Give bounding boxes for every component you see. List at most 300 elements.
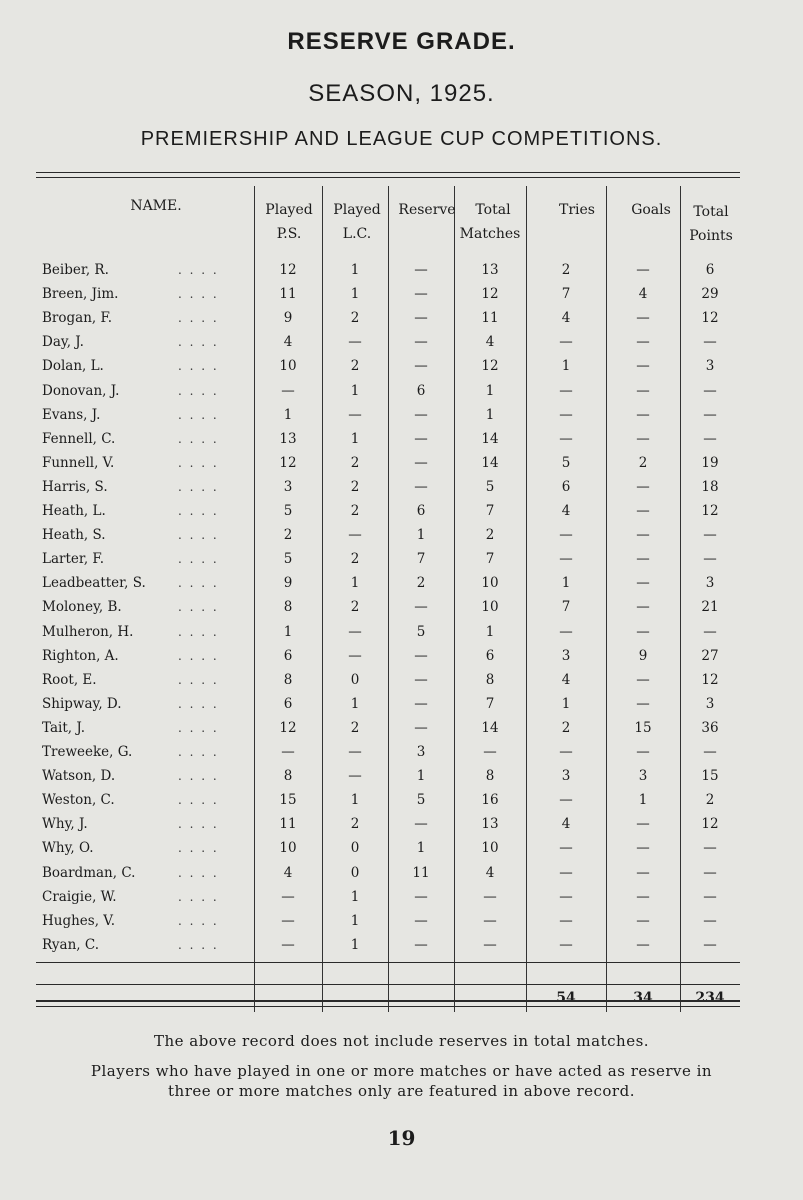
- cell-played-ps: —: [281, 936, 295, 953]
- table-row: [36, 885, 740, 909]
- cell-goals: 1: [638, 792, 648, 809]
- cell-played-lc: 1: [350, 888, 360, 905]
- cell-played-lc: 1: [350, 792, 360, 809]
- cell-played-lc: 2: [350, 358, 360, 375]
- cell-player-name: Righton, A.: [42, 647, 119, 664]
- cell-reserve: —: [414, 334, 428, 351]
- table-row: [36, 306, 740, 330]
- cell-total-points: —: [703, 527, 717, 544]
- cell-played-ps: 8: [283, 768, 293, 785]
- cell-total-matches: 2: [485, 527, 495, 544]
- cell-played-lc: —: [348, 623, 362, 640]
- cell-total-points: —: [703, 840, 717, 857]
- cell-player-name: Fennell, C.: [42, 430, 116, 447]
- cell-total-matches: 10: [481, 575, 499, 592]
- table-row: [36, 499, 740, 523]
- cell-played-ps: 10: [279, 358, 297, 375]
- cell-total-matches: —: [483, 936, 497, 953]
- leader-dots: . . . .: [178, 552, 219, 567]
- table-row: [36, 692, 740, 716]
- cell-total-matches: 13: [481, 816, 499, 833]
- cell-goals: —: [636, 936, 650, 953]
- leader-dots: . . . .: [178, 720, 219, 735]
- cell-played-ps: 1: [283, 623, 293, 640]
- cell-player-name: Watson, D.: [42, 768, 116, 785]
- cell-player-name: Tait, J.: [42, 719, 85, 736]
- cell-reserve: —: [414, 358, 428, 375]
- cell-played-lc: 2: [350, 816, 360, 833]
- cell-tries: —: [559, 840, 573, 857]
- cell-total-points: —: [703, 382, 717, 399]
- cell-reserve: 6: [416, 382, 426, 399]
- header-total-matches-line1: Total: [475, 202, 511, 218]
- competitions-heading: PREMIERSHIP AND LEAGUE CUP COMPETITIONS.: [140, 128, 663, 150]
- cell-reserve: —: [414, 695, 428, 712]
- leader-dots: . . . .: [178, 769, 219, 784]
- cell-tries: 2: [561, 719, 571, 736]
- cell-played-ps: 1: [283, 406, 293, 423]
- table-bottom-rule: [36, 1000, 740, 1002]
- cell-played-ps: 5: [283, 503, 293, 519]
- cell-reserve: 1: [416, 768, 426, 785]
- cell-played-ps: 6: [283, 647, 293, 664]
- cell-played-lc: 1: [350, 430, 360, 447]
- cell-played-lc: 1: [350, 695, 360, 712]
- cell-player-name: Heath, L.: [42, 503, 106, 519]
- cell-reserve: 1: [416, 840, 426, 857]
- cell-total-points: —: [703, 406, 717, 423]
- cell-total-matches: 10: [481, 840, 499, 857]
- cell-total-matches: —: [483, 744, 497, 760]
- cell-played-lc: 2: [350, 503, 360, 519]
- total-tries: 54: [556, 990, 576, 1006]
- cell-goals: —: [636, 503, 650, 519]
- cell-tries: 1: [561, 695, 571, 712]
- cell-goals: 9: [638, 647, 648, 664]
- cell-tries: —: [559, 430, 573, 447]
- header-played-ps-line2: P.S.: [276, 226, 302, 242]
- cell-total-points: —: [703, 912, 717, 929]
- table-row: [36, 571, 740, 595]
- cell-reserve: 5: [416, 623, 426, 640]
- cell-tries: 4: [561, 503, 571, 519]
- table-row: [36, 547, 740, 571]
- cell-reserve: —: [414, 454, 428, 471]
- table-row: [36, 716, 740, 740]
- cell-total-points: 36: [701, 719, 719, 736]
- cell-player-name: Moloney, B.: [42, 599, 122, 616]
- cell-tries: —: [559, 888, 573, 905]
- cell-reserve: —: [414, 647, 428, 664]
- cell-total-matches: 1: [485, 406, 495, 423]
- cell-goals: 15: [634, 719, 652, 736]
- cell-total-matches: 6: [485, 647, 495, 664]
- table-row: [36, 740, 740, 764]
- cell-total-matches: 5: [485, 478, 495, 495]
- cell-tries: 4: [561, 816, 571, 833]
- table-row: [36, 403, 740, 427]
- header-played-lc-line2: L.C.: [342, 226, 372, 242]
- cell-played-lc: 0: [350, 671, 360, 688]
- cell-played-ps: 9: [283, 575, 293, 592]
- cell-played-ps: 11: [279, 286, 297, 303]
- cell-total-points: 12: [701, 503, 719, 519]
- cell-goals: —: [636, 478, 650, 495]
- totals-row: [36, 984, 740, 1008]
- table-row: [36, 330, 740, 354]
- cell-total-matches: 16: [481, 792, 499, 809]
- total-goals: 34: [633, 990, 653, 1006]
- table-row: [36, 861, 740, 885]
- cell-player-name: Donovan, J.: [42, 382, 120, 399]
- cell-played-lc: 1: [350, 912, 360, 929]
- cell-total-points: —: [703, 430, 717, 447]
- leader-dots: . . . .: [178, 600, 219, 615]
- season-heading: SEASON, 1925.: [308, 80, 495, 107]
- cell-tries: —: [559, 527, 573, 544]
- cell-total-matches: 12: [481, 286, 499, 303]
- table-row: [36, 354, 740, 378]
- table-row: [36, 620, 740, 644]
- cell-played-ps: 4: [283, 334, 293, 351]
- note-reserves: The above record does not include reserves in total matches.: [153, 1032, 650, 1050]
- leader-dots: . . . .: [178, 889, 219, 904]
- leader-dots: . . . .: [178, 287, 219, 302]
- cell-played-ps: —: [281, 744, 295, 760]
- cell-player-name: Shipway, D.: [42, 695, 122, 712]
- leader-dots: . . . .: [178, 311, 219, 326]
- table-row: [36, 764, 740, 788]
- cell-total-points: —: [703, 623, 717, 640]
- leader-dots: . . . .: [178, 624, 219, 639]
- cell-played-ps: 12: [279, 719, 297, 736]
- header-reserve: Reserve: [398, 202, 456, 218]
- cell-tries: 1: [561, 575, 571, 592]
- cell-tries: 5: [561, 454, 571, 471]
- cell-player-name: Mulheron, H.: [42, 623, 134, 640]
- table-row: [36, 668, 740, 692]
- cell-reserve: 1: [416, 527, 426, 544]
- cell-played-ps: 3: [283, 478, 293, 495]
- cell-total-matches: 4: [485, 864, 495, 881]
- leader-dots: . . . .: [178, 937, 219, 952]
- cell-total-points: 3: [705, 695, 715, 712]
- table-row: [36, 909, 740, 933]
- cell-played-lc: 2: [350, 599, 360, 616]
- table-row: [36, 427, 740, 451]
- leader-dots: . . . .: [178, 407, 219, 422]
- cell-total-matches: 1: [485, 382, 495, 399]
- cell-goals: 3: [638, 768, 648, 785]
- cell-total-points: 3: [705, 358, 715, 375]
- table-row: [36, 836, 740, 860]
- leader-dots: . . . .: [178, 865, 219, 880]
- header-played-lc-line1: Played: [333, 202, 381, 218]
- cell-player-name: Why, J.: [42, 816, 88, 833]
- cell-played-ps: 2: [283, 527, 293, 544]
- cell-goals: —: [636, 888, 650, 905]
- cell-played-lc: 1: [350, 575, 360, 592]
- cell-player-name: Breen, Jim.: [42, 286, 119, 303]
- cell-played-lc: 0: [350, 864, 360, 881]
- note-eligibility-line2: three or more matches only are featured in above record.: [168, 1082, 635, 1100]
- cell-total-matches: 8: [485, 671, 495, 688]
- total-points: 234: [695, 990, 725, 1006]
- note-eligibility-line1: Players who have played in one or more matches or have acted as reserve in: [90, 1062, 713, 1080]
- leader-dots: . . . .: [178, 576, 219, 591]
- cell-goals: —: [636, 430, 650, 447]
- cell-played-ps: —: [281, 382, 295, 399]
- cell-total-matches: 14: [481, 454, 499, 471]
- cell-player-name: Day, J.: [42, 334, 84, 351]
- cell-player-name: Larter, F.: [42, 551, 104, 568]
- cell-total-matches: 12: [481, 358, 499, 375]
- cell-goals: —: [636, 816, 650, 833]
- cell-goals: —: [636, 406, 650, 423]
- cell-total-points: 18: [701, 478, 719, 495]
- cell-played-lc: 2: [350, 310, 360, 327]
- cell-player-name: Heath, S.: [42, 527, 106, 544]
- cell-goals: —: [636, 599, 650, 616]
- cell-played-lc: 1: [350, 262, 360, 278]
- cell-played-ps: 11: [279, 816, 297, 833]
- cell-played-ps: 10: [279, 840, 297, 857]
- cell-total-points: —: [703, 936, 717, 953]
- cell-played-lc: 1: [350, 286, 360, 303]
- leader-dots: . . . .: [178, 383, 219, 398]
- cell-goals: —: [636, 695, 650, 712]
- cell-tries: —: [559, 334, 573, 351]
- cell-tries: —: [559, 551, 573, 568]
- leader-dots: . . . .: [178, 504, 219, 518]
- leader-dots: . . . .: [178, 359, 219, 374]
- cell-player-name: Brogan, F.: [42, 310, 113, 327]
- cell-total-matches: 7: [485, 551, 495, 568]
- cell-tries: 7: [561, 286, 571, 303]
- header-total-points-line1: Total: [693, 204, 729, 220]
- cell-goals: —: [636, 575, 650, 592]
- cell-played-ps: 15: [279, 792, 297, 809]
- cell-total-points: —: [703, 864, 717, 881]
- cell-reserve: —: [414, 430, 428, 447]
- header-goals: Goals: [631, 202, 671, 218]
- cell-tries: 2: [561, 262, 571, 278]
- cell-total-points: 15: [701, 768, 719, 785]
- cell-total-matches: —: [483, 912, 497, 929]
- page-title: RESERVE GRADE.: [287, 28, 516, 55]
- cell-goals: —: [636, 262, 650, 278]
- cell-played-ps: 12: [279, 454, 297, 471]
- cell-goals: —: [636, 551, 650, 568]
- cell-tries: 1: [561, 358, 571, 375]
- cell-reserve: 6: [416, 503, 426, 519]
- leader-dots: . . . .: [178, 841, 219, 856]
- cell-reserve: —: [414, 671, 428, 688]
- cell-reserve: —: [414, 478, 428, 495]
- leader-dots: . . . .: [178, 672, 219, 687]
- cell-tries: —: [559, 406, 573, 423]
- cell-player-name: Dolan, L.: [42, 358, 104, 375]
- leader-dots: . . . .: [178, 696, 219, 711]
- cell-total-points: 19: [701, 454, 719, 471]
- cell-reserve: 3: [416, 744, 426, 760]
- cell-reserve: 2: [416, 575, 426, 592]
- cell-player-name: Beiber, R.: [42, 262, 109, 278]
- leader-dots: . . . .: [178, 528, 219, 543]
- cell-played-lc: —: [348, 768, 362, 785]
- cell-total-matches: 10: [481, 599, 499, 616]
- cell-played-lc: 0: [350, 840, 360, 857]
- cell-total-points: 6: [705, 262, 715, 278]
- header-name: NAME.: [130, 198, 182, 214]
- cell-tries: —: [559, 864, 573, 881]
- cell-played-ps: 12: [279, 262, 297, 278]
- cell-player-name: Craigie, W.: [42, 888, 117, 905]
- cell-goals: —: [636, 527, 650, 544]
- cell-player-name: Funnell, V.: [42, 454, 115, 471]
- cell-played-ps: 9: [283, 310, 293, 327]
- leader-dots: . . . .: [178, 455, 219, 470]
- leader-dots: . . . .: [178, 817, 219, 832]
- cell-total-points: 27: [701, 647, 719, 664]
- cell-reserve: 11: [412, 864, 430, 881]
- cell-goals: —: [636, 671, 650, 688]
- cell-goals: —: [636, 358, 650, 375]
- table-row: [36, 644, 740, 668]
- table-row: [36, 812, 740, 836]
- cell-goals: —: [636, 912, 650, 929]
- header-played-ps-line1: Played: [265, 202, 313, 218]
- cell-played-lc: 1: [350, 382, 360, 399]
- cell-player-name: Ryan, C.: [42, 936, 100, 953]
- cell-total-matches: 4: [485, 334, 495, 351]
- cell-played-ps: 13: [279, 430, 297, 447]
- cell-tries: 4: [561, 671, 571, 688]
- cell-tries: —: [559, 792, 573, 809]
- cell-player-name: Root, E.: [42, 671, 97, 688]
- cell-reserve: —: [414, 936, 428, 953]
- table-row: [36, 451, 740, 475]
- cell-reserve: —: [414, 406, 428, 423]
- cell-tries: 7: [561, 599, 571, 616]
- cell-played-lc: 2: [350, 551, 360, 568]
- cell-tries: —: [559, 744, 573, 760]
- cell-total-matches: 7: [485, 503, 495, 519]
- cell-reserve: —: [414, 262, 428, 278]
- table-bottom-rule-inner: [36, 1006, 740, 1007]
- cell-reserve: —: [414, 286, 428, 303]
- cell-played-ps: 8: [283, 599, 293, 616]
- table-row: [36, 379, 740, 403]
- cell-tries: 3: [561, 768, 571, 785]
- cell-total-matches: 11: [481, 310, 499, 327]
- cell-tries: —: [559, 912, 573, 929]
- cell-tries: 3: [561, 647, 571, 664]
- table-row: [36, 933, 740, 957]
- cell-goals: —: [636, 334, 650, 351]
- header-total-matches-line2: Matches: [459, 226, 521, 242]
- cell-total-matches: —: [483, 888, 497, 905]
- cell-reserve: 5: [416, 792, 426, 809]
- cell-played-ps: 4: [283, 864, 293, 881]
- cell-total-points: 21: [701, 599, 719, 616]
- cell-tries: —: [559, 382, 573, 399]
- header-tries: Tries: [559, 202, 595, 218]
- page-number: 19: [387, 1126, 416, 1150]
- cell-played-lc: —: [348, 406, 362, 423]
- player-stats-table: [36, 172, 740, 1012]
- cell-total-matches: 7: [485, 695, 495, 712]
- cell-total-points: —: [703, 888, 717, 905]
- cell-played-ps: —: [281, 912, 295, 929]
- cell-player-name: Harris, S.: [42, 478, 108, 495]
- leader-dots: . . . .: [178, 479, 219, 494]
- leader-dots: . . . .: [178, 263, 219, 277]
- cell-reserve: 7: [416, 551, 426, 568]
- table-row: [36, 475, 740, 499]
- cell-played-lc: 2: [350, 719, 360, 736]
- leader-dots: . . . .: [178, 745, 219, 759]
- cell-player-name: Evans, J.: [42, 406, 101, 423]
- cell-total-points: 12: [701, 310, 719, 327]
- cell-total-matches: 13: [481, 262, 499, 278]
- cell-goals: 4: [638, 286, 648, 303]
- cell-total-points: —: [703, 744, 717, 760]
- cell-player-name: Boardman, C.: [42, 864, 136, 881]
- cell-tries: —: [559, 623, 573, 640]
- cell-total-points: —: [703, 334, 717, 351]
- cell-played-lc: 2: [350, 478, 360, 495]
- cell-goals: —: [636, 864, 650, 881]
- cell-goals: —: [636, 840, 650, 857]
- leader-dots: . . . .: [178, 793, 219, 808]
- cell-player-name: Leadbeatter, S.: [42, 575, 146, 592]
- cell-total-points: 2: [705, 792, 715, 809]
- cell-reserve: —: [414, 816, 428, 833]
- cell-tries: 6: [561, 478, 571, 495]
- cell-goals: —: [636, 310, 650, 327]
- cell-total-matches: 14: [481, 719, 499, 736]
- table-row: [36, 788, 740, 812]
- cell-player-name: Why, O.: [42, 840, 94, 857]
- cell-total-points: 12: [701, 816, 719, 833]
- cell-total-points: —: [703, 551, 717, 568]
- cell-played-lc: —: [348, 334, 362, 351]
- cell-player-name: Treweeke, G.: [42, 744, 133, 760]
- leader-dots: . . . .: [178, 648, 219, 663]
- table-row: [36, 523, 740, 547]
- cell-total-points: 12: [701, 671, 719, 688]
- leader-dots: . . . .: [178, 431, 219, 446]
- table-rows-end-rule: [36, 962, 740, 963]
- cell-reserve: —: [414, 310, 428, 327]
- table-row: [36, 282, 740, 306]
- table-top-rule-inner: [36, 177, 740, 178]
- cell-played-ps: —: [281, 888, 295, 905]
- cell-player-name: Weston, C.: [42, 792, 115, 809]
- cell-tries: 4: [561, 310, 571, 327]
- cell-reserve: —: [414, 599, 428, 616]
- leader-dots: . . . .: [178, 913, 219, 928]
- cell-goals: 2: [638, 454, 648, 471]
- leader-dots: . . . .: [178, 335, 219, 350]
- cell-total-matches: 1: [485, 623, 495, 640]
- cell-total-points: 29: [701, 286, 719, 303]
- cell-total-matches: 14: [481, 430, 499, 447]
- header-total-points-line2: Points: [689, 228, 733, 244]
- cell-played-lc: —: [348, 647, 362, 664]
- cell-total-matches: 8: [485, 768, 495, 785]
